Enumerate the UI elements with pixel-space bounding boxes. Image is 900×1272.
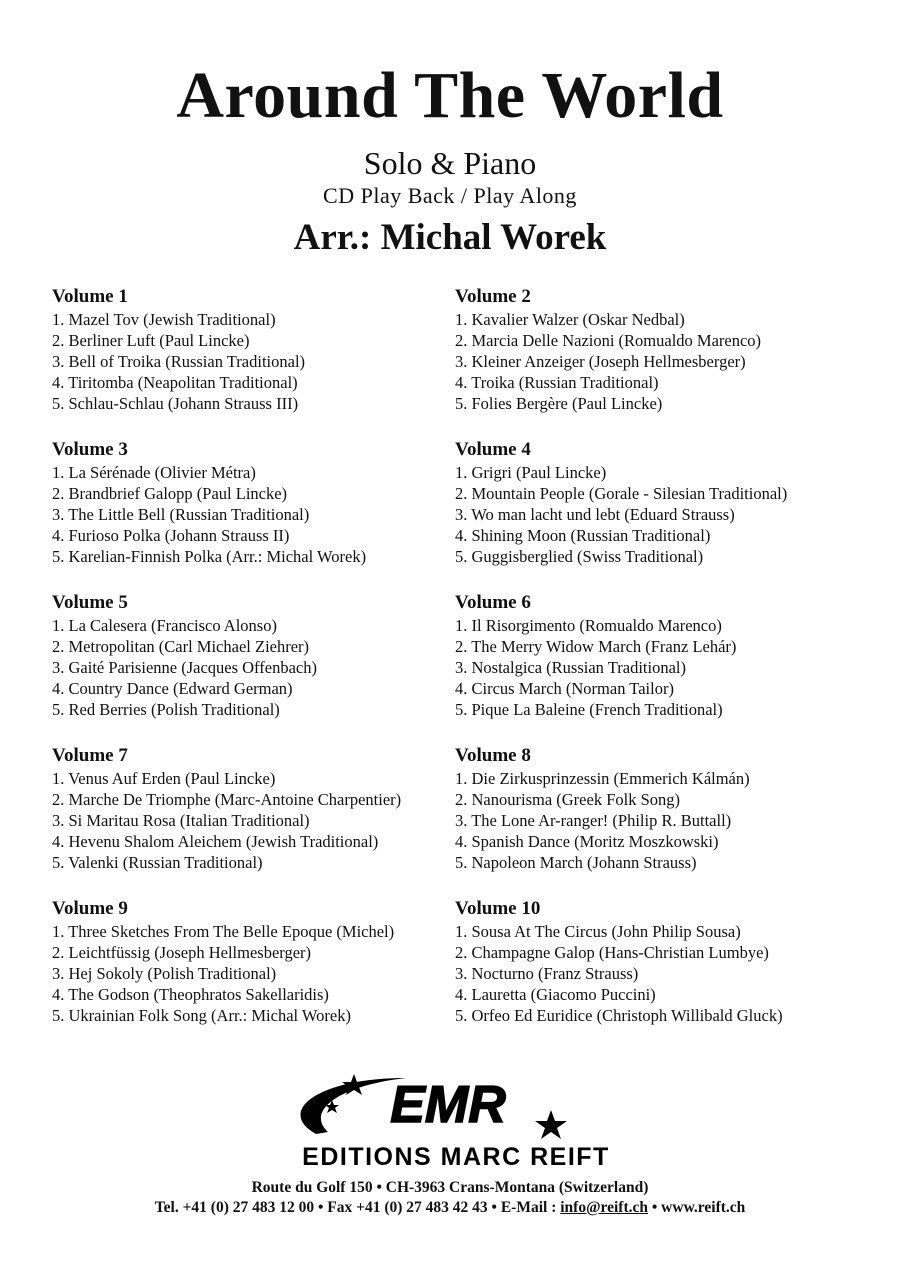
volume-title: Volume 1 (52, 286, 128, 307)
track-item: 3. Si Maritau Rosa (Italian Traditional) (52, 811, 310, 830)
track-item: 3. Hej Sokoly (Polish Traditional) (52, 964, 277, 983)
volume-block (52, 439, 472, 567)
track-list (455, 921, 875, 1026)
track-item: 3. The Little Bell (Russian Traditional) (52, 505, 310, 524)
track-item: 4. Shining Moon (Russian Traditional) (455, 526, 711, 545)
track-item: 3. Wo man lacht und lebt (Eduard Strauss) (455, 505, 735, 524)
track-item: 4. Troika (Russian Traditional) (455, 373, 659, 392)
track-item: 2. Mountain People (Gorale - Silesian Traditional) (455, 484, 788, 503)
logo-emr-text: EMR (390, 1076, 506, 1134)
track-item: 2. Metropolitan (Carl Michael Ziehrer) (52, 637, 310, 656)
track-list (52, 921, 472, 1026)
track-item: 2. Marcia Delle Nazioni (Romualdo Marenco) (455, 331, 762, 350)
playback-subtitle: CD Play Back / Play Along (323, 183, 577, 208)
contact-phone-fax: Tel. +41 (0) 27 483 12 00 • Fax +41 (0) 27 483 42 43 • E-Mail : (154, 1199, 561, 1216)
track-item: 2. Berliner Luft (Paul Lincke) (52, 331, 250, 350)
track-item: 5. Orfeo Ed Euridice (Christoph Willibald Gluck) (455, 1006, 783, 1025)
track-item: 5. Ukrainian Folk Song (Arr.: Michal Worek) (52, 1006, 351, 1025)
volume-title: Volume 10 (455, 898, 541, 919)
track-item: 1. Kavalier Walzer (Oskar Nedbal) (455, 310, 685, 329)
track-item: 2. Leichtfüssig (Joseph Hellmesberger) (52, 943, 312, 962)
track-item: 3. The Lone Ar-ranger! (Philip R. Buttall) (455, 811, 732, 830)
track-item: 3. Bell of Troika (Russian Traditional) (52, 352, 306, 371)
track-list (52, 615, 472, 720)
track-item: 4. The Godson (Theophratos Sakellaridis) (52, 985, 329, 1004)
track-item: 5. Valenki (Russian Traditional) (52, 853, 263, 872)
track-list (52, 462, 472, 567)
volume-title: Volume 6 (455, 592, 531, 613)
track-item: 1. Il Risorgimento (Romualdo Marenco) (455, 616, 722, 635)
track-item: 1. Sousa At The Circus (John Philip Sousa) (455, 922, 741, 941)
track-list (455, 615, 875, 720)
volume-block (455, 592, 875, 720)
track-list (52, 309, 472, 414)
track-item: 5. Pique La Baleine (French Traditional) (455, 700, 723, 719)
volume-block (455, 286, 875, 414)
track-item: 5. Schlau-Schlau (Johann Strauss III) (52, 394, 299, 413)
track-item: 4. Tiritomba (Neapolitan Traditional) (52, 373, 298, 392)
track-item: 1. Venus Auf Erden (Paul Lincke) (52, 769, 276, 788)
volume-title: Volume 9 (52, 898, 128, 919)
track-item: 3. Gaité Parisienne (Jacques Offenbach) (52, 658, 317, 677)
email-link[interactable]: info@reift.ch (560, 1199, 648, 1216)
track-item: 5. Karelian-Finnish Polka (Arr.: Michal Worek) (52, 547, 367, 566)
track-item: 4. Spanish Dance (Moritz Moszkowski) (455, 832, 719, 851)
track-item: 2. Marche De Triomphe (Marc-Antoine Charpentier) (52, 790, 402, 809)
track-item: 1. Grigri (Paul Lincke) (455, 463, 607, 482)
track-item: 3. Kleiner Anzeiger (Joseph Hellmesberger) (455, 352, 746, 371)
volume-block (52, 592, 472, 720)
website: • www.reift.ch (648, 1199, 746, 1216)
publisher-logo (236, 1072, 676, 1172)
volume-block (455, 745, 875, 873)
track-list (455, 462, 875, 567)
track-list (52, 768, 472, 873)
track-item: 5. Folies Bergère (Paul Lincke) (455, 394, 663, 413)
track-item: 4. Lauretta (Giacomo Puccini) (455, 985, 656, 1004)
volume-title: Volume 2 (455, 286, 531, 307)
publisher-address: Route du Golf 150 • CH-3963 Crans-Montana (Switzerland) (251, 1179, 649, 1196)
logo-star-right (535, 1110, 567, 1139)
arranger: Arr.: Michal Worek (293, 217, 607, 258)
track-list (455, 768, 875, 873)
track-item: 5. Guggisberglied (Swiss Traditional) (455, 547, 704, 566)
volume-title: Volume 3 (52, 439, 128, 460)
volume-block (52, 898, 472, 1026)
track-item: 4. Circus March (Norman Tailor) (455, 679, 674, 698)
track-item: 1. Three Sketches From The Belle Epoque (Michel) (52, 922, 395, 941)
volume-block (455, 898, 875, 1026)
track-item: 2. Brandbrief Galopp (Paul Lincke) (52, 484, 288, 503)
track-item: 2. The Merry Widow March (Franz Lehár) (455, 637, 737, 656)
track-list (455, 309, 875, 414)
track-item: 1. La Sérénade (Olivier Métra) (52, 463, 256, 482)
track-item: 1. Mazel Tov (Jewish Traditional) (52, 310, 276, 329)
logo-company-text: EDITIONS MARC REIFT (302, 1143, 610, 1171)
volume-title: Volume 7 (52, 745, 128, 766)
track-item: 5. Red Berries (Polish Traditional) (52, 700, 280, 719)
track-item: 4. Country Dance (Edward German) (52, 679, 293, 698)
track-item: 2. Champagne Galop (Hans-Christian Lumbye) (455, 943, 769, 962)
track-item: 5. Napoleon March (Johann Strauss) (455, 853, 697, 872)
volume-block (455, 439, 875, 567)
track-item: 4. Furioso Polka (Johann Strauss II) (52, 526, 290, 545)
volume-block (52, 286, 472, 414)
track-item: 3. Nocturno (Franz Strauss) (455, 964, 639, 983)
volume-title: Volume 4 (455, 439, 531, 460)
volume-title: Volume 8 (455, 745, 531, 766)
volume-block (52, 745, 472, 873)
track-item: 3. Nostalgica (Russian Traditional) (455, 658, 686, 677)
page-title: Around The World (176, 59, 724, 132)
track-item: 1. Die Zirkusprinzessin (Emmerich Kálmán) (455, 769, 750, 788)
track-item: 2. Nanourisma (Greek Folk Song) (455, 790, 681, 809)
track-item: 4. Hevenu Shalom Aleichem (Jewish Traditional) (52, 832, 379, 851)
publisher-contact (0, 1198, 900, 1218)
subtitle: Solo & Piano (363, 145, 537, 181)
volume-title: Volume 5 (52, 592, 128, 613)
track-item: 1. La Calesera (Francisco Alonso) (52, 616, 277, 635)
